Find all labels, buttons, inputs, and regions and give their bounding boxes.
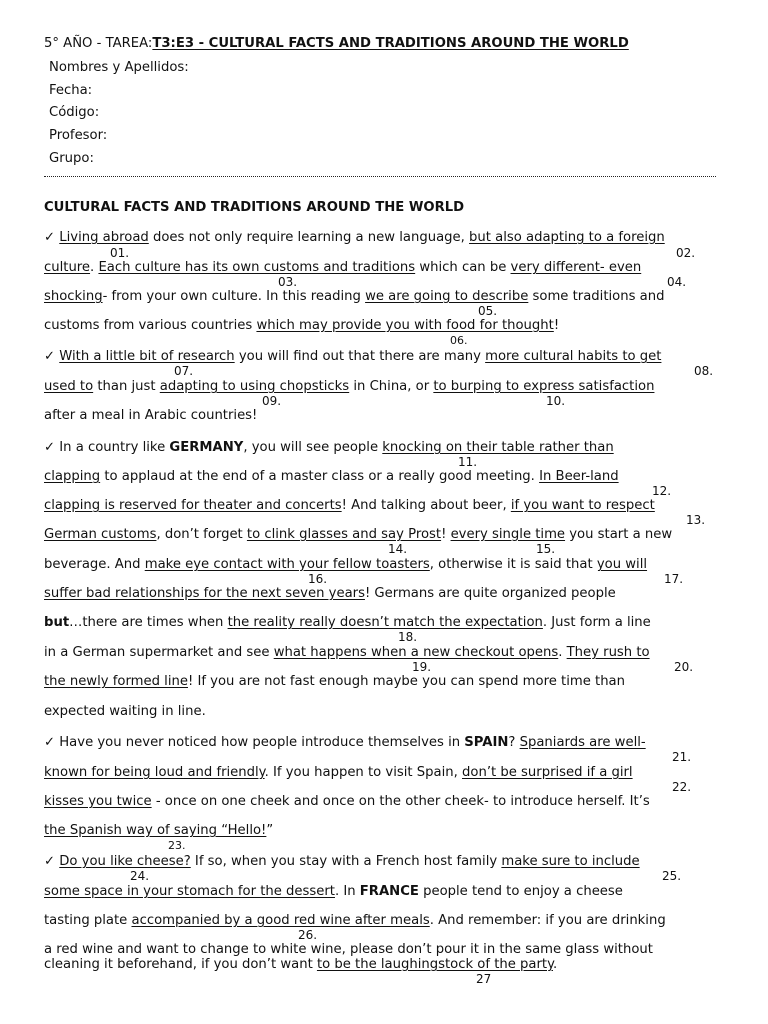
blank-number-15: 15. [536,542,556,556]
blank-number-25: 25. [662,869,682,883]
blank-number-07: 07. [174,364,194,378]
paragraph-3-line-9: the newly formed line! If you are not fast enough maybe you can spend more time than [44,674,625,689]
blank-number-10: 10. [546,394,566,408]
blank-number-17: 17. [664,572,684,586]
blank-number-27: 27 [476,972,492,986]
paragraph-1-line-1: ✓ Living abroad does not only require learning a new language, but also adapting to a foreign [44,230,665,245]
paragraph-5-line-3: tasting plate accompanied by a good red wine after meals. And remember: if you are drinking [44,913,666,928]
paragraph-1-line-4: customs from various countries which may provide you with food for thought! [44,318,560,333]
blank-number-19: 19. [412,660,432,674]
paragraph-3-line-4: German customs, don’t forget to clink glasses and say Prost! every single time you start a new [44,527,673,542]
section-title: CULTURAL FACTS AND TRADITIONS AROUND THE WORLD [44,200,465,215]
blank-number-12: 12. [652,484,672,498]
paragraph-2-line-1: ✓ With a little bit of research you will find out that there are many more cultural habits to get [44,349,662,364]
paragraph-2-line-2: used to than just adapting to using chopsticks in China, or to burping to express satisfaction [44,379,655,394]
blank-number-26: 26. [298,928,318,942]
paragraph-5-line-2: some space in your stomach for the dessert. In FRANCE people tend to enjoy a cheese [44,884,623,899]
blank-number-22: 22. [672,780,692,794]
header-prefix: 5° AÑO - TAREA: [44,36,153,51]
blank-number-14: 14. [388,542,408,556]
paragraph-4-line-1: ✓ Have you never noticed how people introduce themselves in SPAIN? Spaniards are well- [44,735,646,750]
paragraph-5-line-1: ✓ Do you like cheese? If so, when you stay with a French host family make sure to include [44,854,640,869]
blank-number-04: 04. [667,275,687,289]
blank-number-21: 21. [672,750,692,764]
blank-number-16: 16. [308,572,328,586]
paragraph-3-line-10: expected waiting in line. [44,704,206,719]
paragraph-4-line-3: kisses you twice - once on one cheek and once on the other cheek- to introduce herself. It’s [44,794,650,809]
dotted-separator [44,176,716,177]
blank-number-05: 05. [478,304,498,318]
paragraph-3-line-6: suffer bad relationships for the next seven years! Germans are quite organized people [44,586,616,601]
blank-number-23: 23. [168,839,186,852]
paragraph-3-line-7: but…there are times when the reality really doesn’t match the expectation. Just form a line [44,615,651,630]
checkmark-icon: ✓ [44,349,56,364]
header-code: T3:E3 [152,36,195,51]
paragraph-3-line-1: ✓ In a country like GERMANY, you will see people knocking on their table rather than [44,440,614,455]
paragraph-1-line-3: shocking- from your own culture. In this reading we are going to describe some traditions and [44,289,665,304]
paragraph-5-line-5: cleaning it beforehand, if you don’t want to be the laughingstock of the party. [44,957,558,972]
blank-number-02: 02. [676,246,696,260]
blank-number-06: 06. [450,334,468,347]
paragraph-4-line-4: the Spanish way of saying “Hello!” [44,823,274,838]
blank-number-09: 09. [262,394,282,408]
blank-number-11: 11. [458,455,478,469]
checkmark-icon: ✓ [44,735,56,750]
form-date-label: Fecha: [49,83,93,98]
blank-number-08: 08. [694,364,714,378]
paragraph-3-line-5: beverage. And make eye contact with your fellow toasters, otherwise it is said that you will [44,557,648,572]
blank-number-13: 13. [686,513,706,527]
paragraph-1-line-2: culture. Each culture has its own customs and traditions which can be very different- even [44,260,642,275]
paragraph-3-line-3: clapping is reserved for theater and concerts! And talking about beer, if you want to respect [44,498,655,513]
checkmark-icon: ✓ [44,854,56,869]
blank-number-03: 03. [278,275,298,289]
form-teacher-label: Profesor: [49,128,108,143]
checkmark-icon: ✓ [44,440,56,455]
form-code-label: Código: [49,105,100,120]
paragraph-3-line-2: clapping to applaud at the end of a master class or a really good meeting. In Beer-land [44,469,619,484]
paragraph-3-line-8: in a German supermarket and see what happens when a new checkout opens. They rush to [44,645,650,660]
form-group-label: Grupo: [49,151,94,166]
form-names-label: Nombres y Apellidos: [49,60,189,75]
paragraph-2-line-3: after a meal in Arabic countries! [44,408,258,423]
blank-number-20: 20. [674,660,694,674]
paragraph-5-line-4: a red wine and want to change to white wine, please don’t pour it in the same glass without [44,942,653,957]
blank-number-18: 18. [398,630,418,644]
header-title: - CULTURAL FACTS AND TRADITIONS AROUND THE WORLD [194,36,629,51]
paragraph-4-line-2: known for being loud and friendly. If you happen to visit Spain, don’t be surprised if a girl [44,765,633,780]
worksheet-header [44,36,629,52]
checkmark-icon: ✓ [44,230,56,245]
blank-number-24: 24. [130,869,150,883]
blank-number-01: 01. [110,246,130,260]
